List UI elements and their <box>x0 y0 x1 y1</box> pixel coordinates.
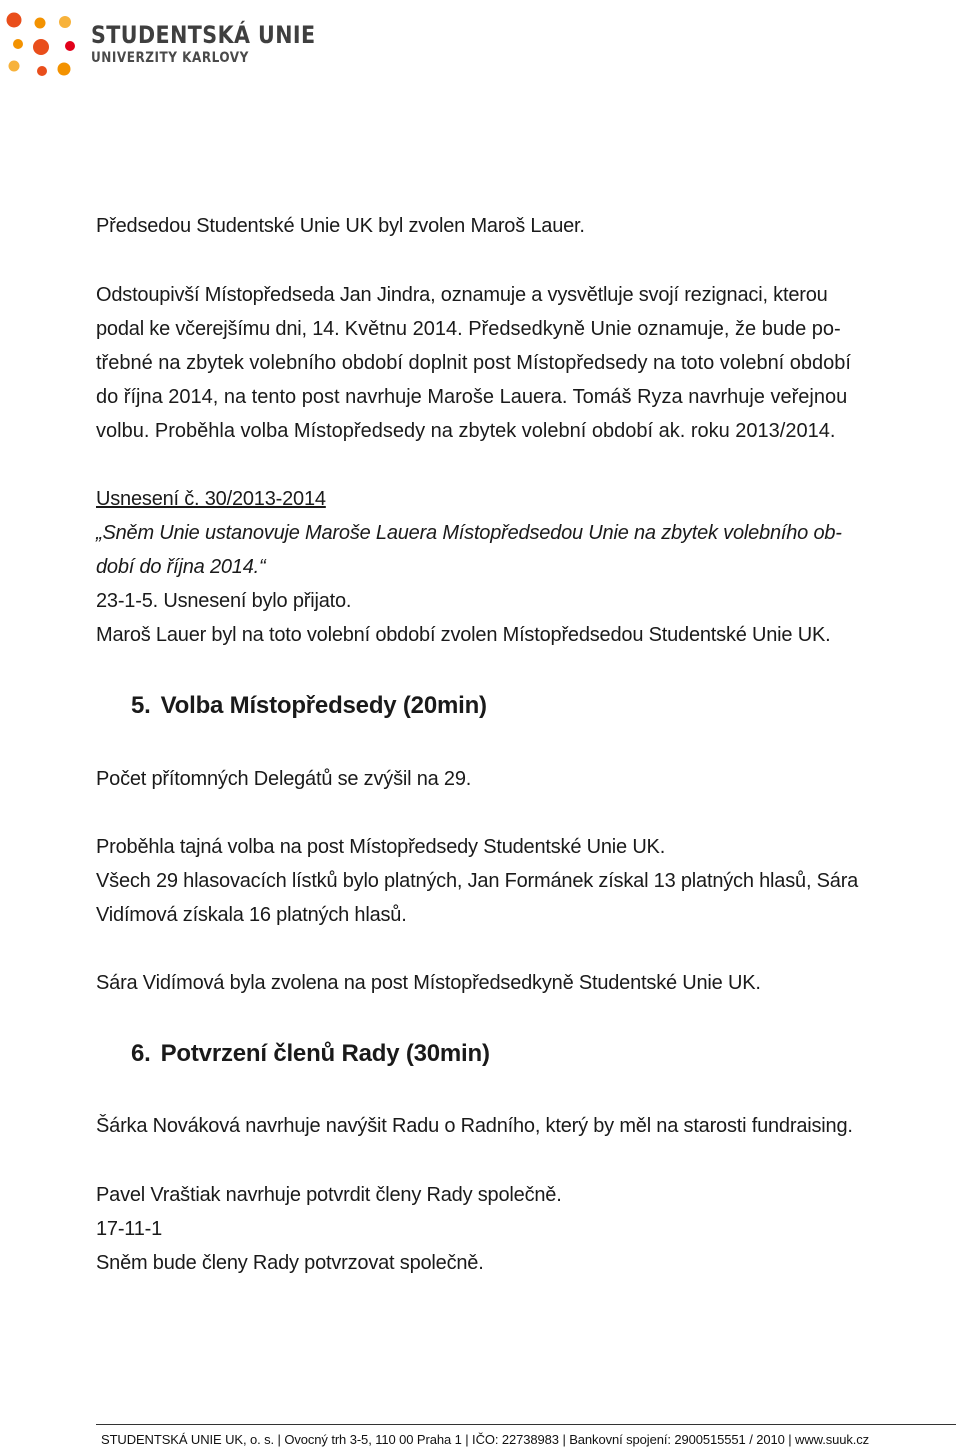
section-heading-5 <box>131 689 948 723</box>
org-logo <box>0 0 340 80</box>
logo-wordmark <box>91 21 352 67</box>
logo-dot <box>65 41 75 51</box>
vice-elected: Sára Vidímová byla zvolena na post Místopředsedkyně Studentské Unie UK. <box>96 972 761 994</box>
chairman-elected: Předsedou Studentské Unie UK byl zvolen Maroš Lauer. <box>96 215 585 237</box>
text-span: Květnu 2014. Předsedkyně Unie oznamuje, že bude po- <box>344 318 841 340</box>
section-title: Volba Místopředsedy (20min) <box>160 692 487 719</box>
logo-dot <box>9 61 20 72</box>
footer-divider <box>96 1424 956 1425</box>
logo-dot <box>7 13 22 28</box>
elected-statement: Maroš Lauer byl na toto volební období zvolen Místopředsedou Studentské Unie UK. <box>96 624 831 646</box>
ballots-line: Všech 29 hlasovacích lístků bylo platných, Jan Formánek získal 13 platných hlasů, Sára <box>96 870 859 892</box>
resolution-label: Usnesení č. 30/2013-2014 <box>96 488 326 510</box>
confirm-jointly: Pavel Vraštiak navrhuje potvrdit členy Rady společně. <box>96 1184 562 1206</box>
vote-result-2: 17-11-1 <box>96 1218 163 1240</box>
secret-vote: Proběhla tajná volba na post Místopředsedy Studentské Unie UK. <box>96 836 666 858</box>
paragraph-line <box>96 312 948 346</box>
paragraph-line: do října 2014, na tento post navrhuje Maroše Lauera. Tomáš Ryza navrhuje veřejnou <box>96 386 848 408</box>
resolution-text: dobí do října 2014.“ <box>96 556 266 578</box>
resolution-text: „Sněm Unie ustanovuje Maroše Lauera Místopředsedou Unie na zbytek volebního ob- <box>96 522 842 544</box>
delegates-count: Počet přítomných Delegátů se zvýšil na 29. <box>96 768 472 790</box>
logo-dot <box>13 39 23 49</box>
text-span: podal ke včerejšímu dni, 14. <box>96 318 345 340</box>
paragraph-line: třebné na zbytek volebního období doplnit post Místopředsedy na toto volební období <box>96 352 851 374</box>
section-heading-6 <box>131 1037 948 1071</box>
vote-result: 23-1-5. Usnesení bylo přijato. <box>96 590 352 612</box>
logo-dot <box>37 66 47 76</box>
section-title: Potvrzení členů Rady (30min) <box>160 1040 490 1067</box>
org-name: STUDENTSKÁ UNIE <box>91 21 316 49</box>
logo-dots-icon <box>0 0 90 80</box>
section-number: 5. <box>131 692 151 719</box>
proposal: Šárka Nováková navrhuje navýšit Radu o Radního, který by měl na starosti fundraising. <box>96 1115 853 1137</box>
section-number: 6. <box>131 1040 151 1067</box>
org-subtitle: UNIVERZITY KARLOVY <box>91 50 249 66</box>
logo-dot <box>33 39 49 55</box>
logo-dot <box>58 63 71 76</box>
paragraph-line: Odstoupivší Místopředseda Jan Jindra, oznamuje a vysvětluje svojí rezignaci, kterou <box>96 284 828 306</box>
footer-contact: STUDENTSKÁ UNIE UK, o. s. | Ovocný trh 3-5, 110 00 Praha 1 | IČO: 22738983 | Bankovní spojení: 2900515551 / 2010 | www.suuk.cz <box>101 1432 870 1447</box>
ballots-line: Vidímová získala 16 platných hlasů. <box>96 904 407 926</box>
logo-dot <box>59 16 71 28</box>
paragraph-line: volbu. Proběhla volba Místopředsedy na zbytek volební období ak. roku 2013/2014. <box>96 420 836 442</box>
logo-dot <box>35 18 46 29</box>
conclusion: Sněm bude členy Rady potvrzovat společně. <box>96 1252 484 1274</box>
